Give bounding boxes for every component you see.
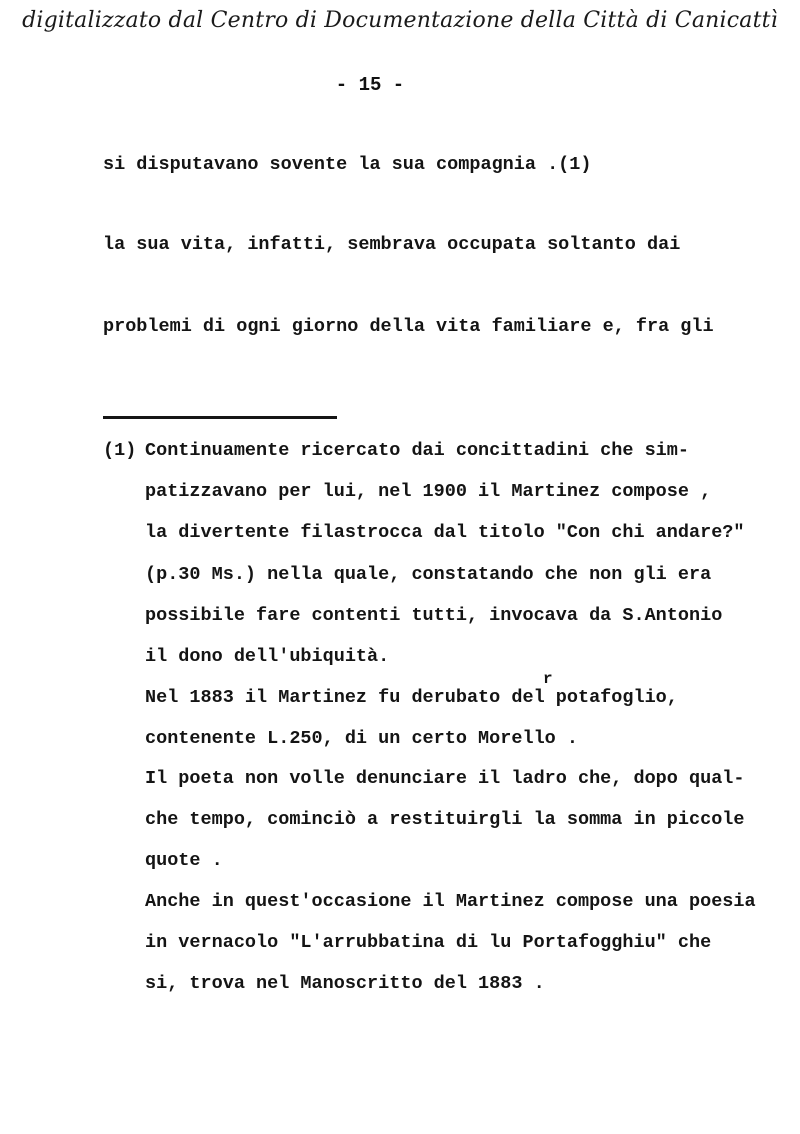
- footnote-line: Continuamente ricercato dai concittadini che sim-: [145, 440, 689, 461]
- body-line: problemi di ogni giorno della vita familiare e, fra gli: [103, 316, 714, 337]
- footnote-line: in vernacolo "L'arrubbatina di lu Portafogghiu" che: [145, 932, 712, 953]
- body-line: la sua vita, infatti, sembrava occupata soltanto dai: [103, 234, 681, 255]
- digitization-watermark: digitalizzato dal Centro di Documentazione della Città di Canicattì: [22, 8, 778, 33]
- page-number: - 15 -: [335, 74, 405, 96]
- footnote-line: (p.30 Ms.) nella quale, constatando che non gli era: [145, 564, 712, 585]
- body-line: si disputavano sovente la sua compagnia .(1): [103, 154, 592, 175]
- footnote-line: Il poeta non volle denunciare il ladro che, dopo qual-: [145, 768, 745, 789]
- footnote-line: Nel 1883 il Martinez fu derubato del potafoglio,: [145, 687, 678, 708]
- footnote-line: il dono dell'ubiquità.: [145, 646, 390, 667]
- footnote-marker: (1): [103, 440, 137, 461]
- footnote-line: contenente L.250, di un certo Morello .: [145, 728, 578, 749]
- footnote-line: che tempo, cominciò a restituirgli la somma in piccole: [145, 809, 745, 830]
- handwritten-insertion-mark: r: [543, 670, 553, 688]
- footnote-line: la divertente filastrocca dal titolo "Con chi andare?": [145, 522, 745, 543]
- footnote-line: si, trova nel Manoscritto del 1883 .: [145, 973, 545, 994]
- footnote-line: patizzavano per lui, nel 1900 il Martinez compose ,: [145, 481, 712, 502]
- footnote-line: Anche in quest'occasione il Martinez compose una poesia: [145, 891, 756, 912]
- footnote-line: quote .: [145, 850, 223, 871]
- footnote-separator: [103, 416, 337, 419]
- footnote-line: possibile fare contenti tutti, invocava da S.Antonio: [145, 605, 723, 626]
